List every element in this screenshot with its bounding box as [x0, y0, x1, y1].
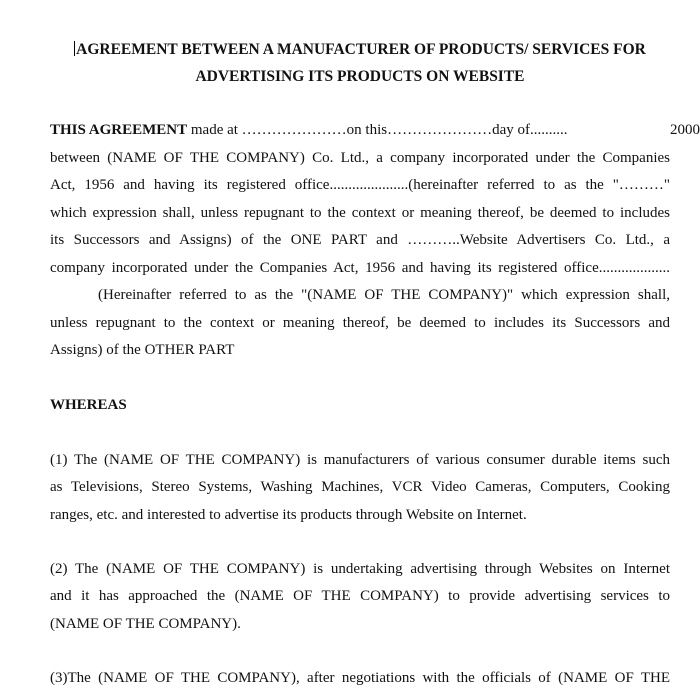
preamble-line-2: between (NAME OF THE COMPANY) Co. Ltd., a company incorporated under the Companies	[50, 150, 670, 166]
preamble-line-5: its Successors and Assigns) of the ONE PART and ………..Website Advertisers Co. Ltd., a	[50, 232, 670, 248]
agreement-year: 2000	[670, 122, 700, 138]
preamble-indent-line: (Hereinafter referred to as the "(NAME OF THE COMPANY)" which expression shall,	[98, 287, 670, 303]
text-cursor	[74, 41, 75, 56]
clause-2-line-3: (NAME OF THE COMPANY).	[50, 616, 241, 632]
preamble-line-6: company incorporated under the Companies Act, 1956 and having its registered office...................	[50, 260, 670, 276]
title-line-1-text: AGREEMENT BETWEEN A MANUFACTURER OF PRODUCTS/ SERVICES FOR	[76, 41, 646, 58]
clause-1-line-2: as Televisions, Stereo Systems, Washing Machines, VCR Video Cameras, Computers, Cooking	[50, 479, 670, 495]
clause-1-line-1: (1) The (NAME OF THE COMPANY) is manufacturers of various consumer durable items such	[50, 452, 670, 468]
preamble-line-3: Act, 1956 and having its registered office.....................(hereinafter referred to as the "………"	[50, 177, 670, 193]
whereas-heading: WHEREAS	[50, 397, 127, 413]
document-title-line-1	[40, 36, 680, 63]
document-title-line-2: ADVERTISING ITS PRODUCTS ON WEBSITE	[195, 68, 525, 85]
agreement-label: THIS AGREEMENT	[50, 122, 188, 138]
preamble-line-1-rest: made at …………………on this…………………day of..........	[187, 122, 568, 138]
preamble-line-8: unless repugnant to the context or meaning thereof, be deemed to includes its Successors and	[50, 315, 670, 331]
clause-2-line-2: and it has approached the (NAME OF THE COMPANY) to provide advertising services to	[50, 588, 670, 604]
clause-1-line-3: ranges, etc. and interested to advertise its products through Website on Internet.	[50, 507, 527, 523]
preamble-line-1	[50, 117, 700, 144]
preamble-line-9: Assigns) of the OTHER PART	[50, 342, 235, 358]
clause-3-line-1: (3)The (NAME OF THE COMPANY), after negotiations with the officials of (NAME OF THE	[50, 670, 670, 686]
preamble-line-4: which expression shall, unless repugnant to the context or meaning thereof, be deemed to includes	[50, 205, 670, 221]
clause-2-line-1: (2) The (NAME OF THE COMPANY) is undertaking advertising through Websites on Internet	[50, 561, 670, 577]
